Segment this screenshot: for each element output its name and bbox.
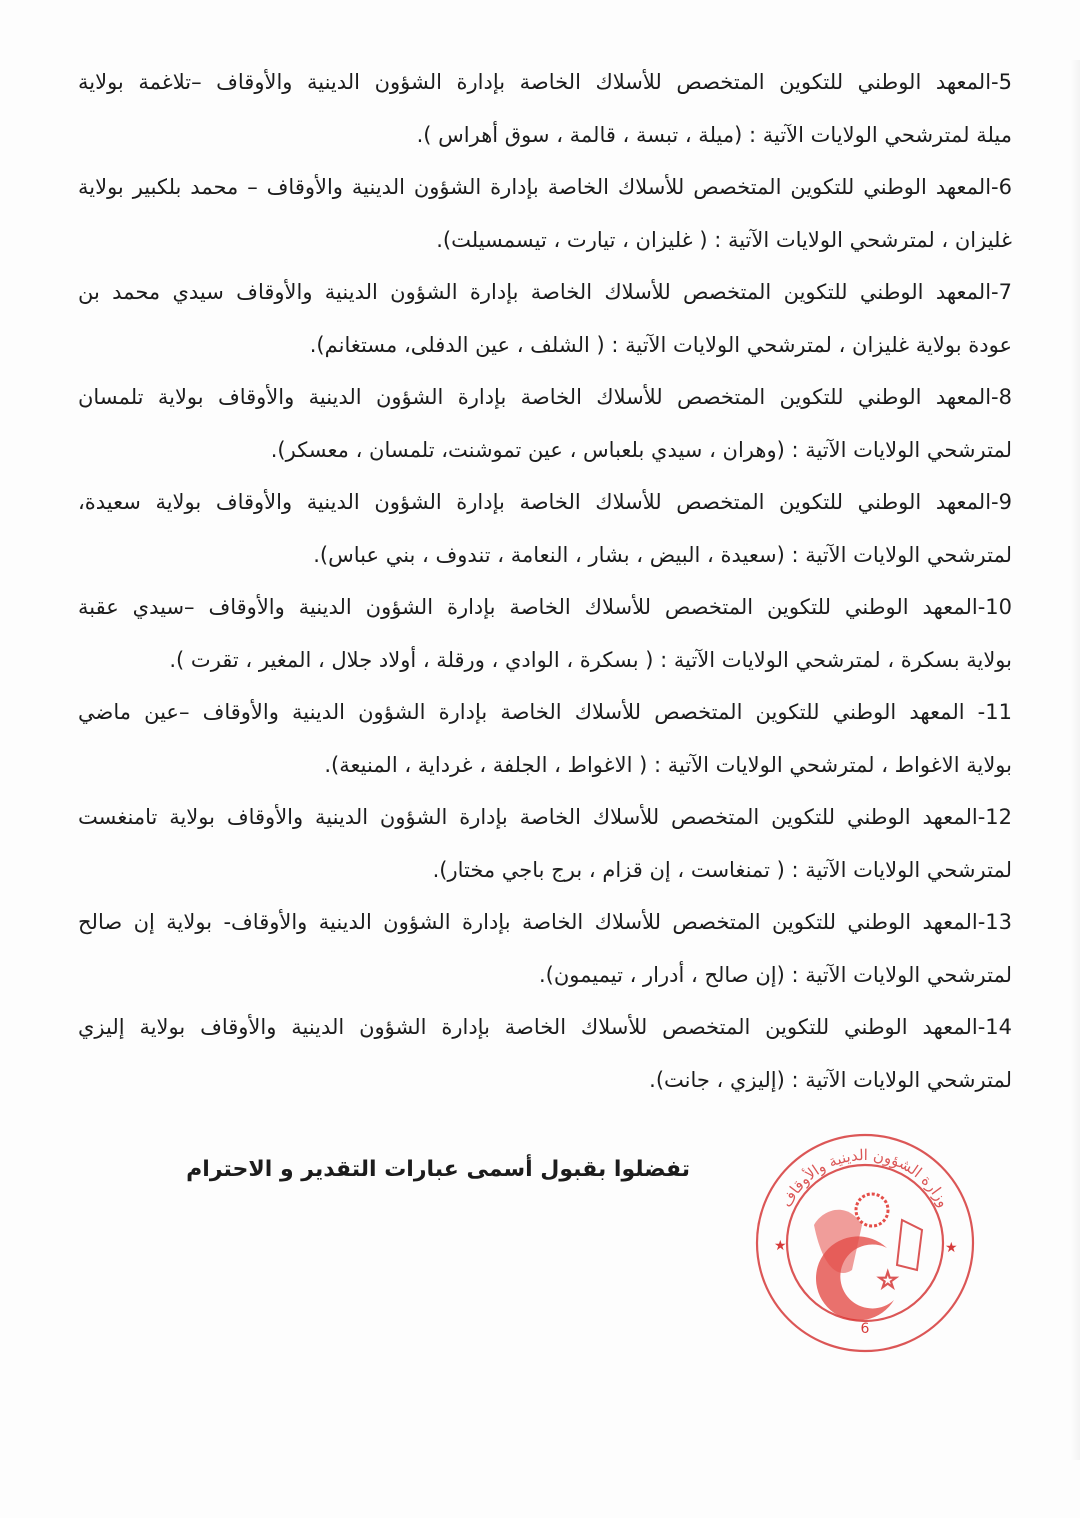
item-line-1: 7-المعهد الوطني للتكوين المتخصص للأسلاك الخاصة بإدارة الشؤون الدينية والأوقاف سيدي محمد بن [78,280,1012,304]
stamp-inner-star: ☆ [877,1266,899,1294]
item-line-1: 11- المعهد الوطني للتكوين المتخصص للأسلاك الخاصة بإدارة الشؤون الدينية والأوقاف –عين ماضي [78,700,1012,724]
stamp-ring-text: وزارة الشؤون الدينية والأوقاف [777,1146,953,1211]
item-number: 11 [985,700,1012,724]
item-number: 14 [985,1015,1012,1039]
item-text: المعهد الوطني للتكوين المتخصص للأسلاك الخاصة بإدارة الشؤون الدينية والأوقاف بولاية تامنغست [78,805,978,829]
stamp-star-right: ★ [945,1240,958,1256]
item-text: المعهد الوطني للتكوين المتخصص للأسلاك الخاصة بإدارة الشؤون الدينية والأوقاف سيدي محمد بن [78,280,992,304]
item-line-2: لمترشحي الولايات الآتية : (إن صالح ، أدرار ، تيميمون). [538,962,1012,987]
item-number: 7 [998,280,1012,304]
closing-salutation: تفضلوا بقبول أسمى عبارات التقدير و الاحترام [186,1157,690,1182]
list-item [78,896,1012,1001]
item-line-2: عودة بولاية غليزان ، لمترشحي الولايات الآتية : ( الشلف ، عين الدفلى، مستغانم). [309,332,1012,357]
item-line-2: ميلة لمترشحي الولايات الآتية : (ميلة ، تبسة ، قالمة ، سوق أهراس ). [416,122,1012,147]
item-line-2: بولاية الاغواط ، لمترشحي الولايات الآتية : ( الاغواط ، الجلفة ، غرداية ، المنيعة). [324,752,1012,777]
list-item [78,686,1012,791]
item-line-1: 9-المعهد الوطني للتكوين المتخصص للأسلاك الخاصة بإدارة الشؤون الدينية والأوقاف بولاية سعيدة، [78,490,1012,514]
list-item [78,56,1012,161]
stamp-seal-icon [752,1130,978,1356]
item-line-1: 13-المعهد الوطني للتكوين المتخصص للأسلاك الخاصة بإدارة الشؤون الدينية والأوقاف- بولاية إن صالح [78,910,1012,934]
item-number: 9 [998,490,1012,514]
item-line-1: 10-المعهد الوطني للتكوين المتخصص للأسلاك الخاصة بإدارة الشؤون الدينية والأوقاف –سيدي عقبة [78,595,1012,619]
item-text: المعهد الوطني للتكوين المتخصص للأسلاك الخاصة بإدارة الشؤون الدينية والأوقاف – محمد بلكبير بولاية [78,175,992,199]
item-number: 10 [985,595,1012,619]
list-item [78,581,1012,686]
item-line-1: 14-المعهد الوطني للتكوين المتخصص للأسلاك الخاصة بإدارة الشؤون الدينية والأوقاف بولاية إليزي [78,1015,1012,1039]
list-item [78,791,1012,896]
list-item [78,476,1012,581]
list-item [78,1001,1012,1106]
item-number: 6 [998,175,1012,199]
item-text: المعهد الوطني للتكوين المتخصص للأسلاك الخاصة بإدارة الشؤون الدينية والأوقاف –عين ماضي [78,700,965,724]
item-line-2: لمترشحي الولايات الآتية : (سعيدة ، البيض ، بشار ، النعامة ، تندوف ، بني عباس). [313,542,1012,567]
stamp-number: 6 [860,1321,870,1337]
item-line-1: 12-المعهد الوطني للتكوين المتخصص للأسلاك الخاصة بإدارة الشؤون الدينية والأوقاف بولاية تامنغست [78,805,1012,829]
item-text: المعهد الوطني للتكوين المتخصص للأسلاك الخاصة بإدارة الشؤون الدينية والأوقاف –سيدي عقبة [78,595,978,619]
item-line-1: 6-المعهد الوطني للتكوين المتخصص للأسلاك الخاصة بإدارة الشؤون الدينية والأوقاف – محمد بلكبير بولاية [78,175,1012,199]
list-item [78,161,1012,266]
item-line-2: لمترشحي الولايات الآتية : (وهران ، سيدي بلعباس ، عين تموشنت، تلمسان ، معسكر). [270,437,1012,462]
item-line-1: 8-المعهد الوطني للتكوين المتخصص للأسلاك الخاصة بإدارة الشؤون الدينية والأوقاف بولاية تلمسان [78,385,1012,409]
list-item [78,266,1012,371]
item-line-2: بولاية بسكرة ، لمترشحي الولايات الآتية : ( بسكرة ، الوادي ، ورقلة ، أولاد جلال ، المغير ، تقرت ). [169,647,1012,672]
official-stamp [752,1130,978,1356]
svg-text:وزارة الشؤون الدينية والأوقاف [777,1146,953,1210]
item-line-2: غليزان ، لمترشحي الولايات الآتية : ( غليزان ، تيارت ، تيسمسيلت). [436,227,1012,252]
list-item [78,371,1012,476]
item-line-1: 5-المعهد الوطني للتكوين المتخصص للأسلاك الخاصة بإدارة الشؤون الدينية والأوقاف –تلاغمة بولاية [78,70,1012,94]
item-text: المعهد الوطني للتكوين المتخصص للأسلاك الخاصة بإدارة الشؤون الدينية والأوقاف –تلاغمة بولاية [78,70,992,94]
item-text: المعهد الوطني للتكوين المتخصص للأسلاك الخاصة بإدارة الشؤون الدينية والأوقاف بولاية سعيدة، [78,490,992,514]
page-edge-shadow [1070,60,1080,1460]
item-line-2: لمترشحي الولايات الآتية : (إليزي ، جانت). [649,1067,1012,1092]
item-text: المعهد الوطني للتكوين المتخصص للأسلاك الخاصة بإدارة الشؤون الدينية والأوقاف بولاية إليزي [78,1015,978,1039]
item-number: 8 [998,385,1012,409]
item-line-2: لمترشحي الولايات الآتية : ( تمنغاست ، إن قزام ، برج باجي مختار). [432,857,1012,882]
item-number: 5 [998,70,1012,94]
item-number: 12 [985,805,1012,829]
item-number: 13 [985,910,1012,934]
item-text: المعهد الوطني للتكوين المتخصص للأسلاك الخاصة بإدارة الشؤون الدينية والأوقاف بولاية تلمسان [78,385,992,409]
stamp-star-left: ★ [774,1238,787,1254]
institutes-list [78,56,1012,1106]
item-text: المعهد الوطني للتكوين المتخصص للأسلاك الخاصة بإدارة الشؤون الدينية والأوقاف- بولاية إن صالح [78,910,978,934]
